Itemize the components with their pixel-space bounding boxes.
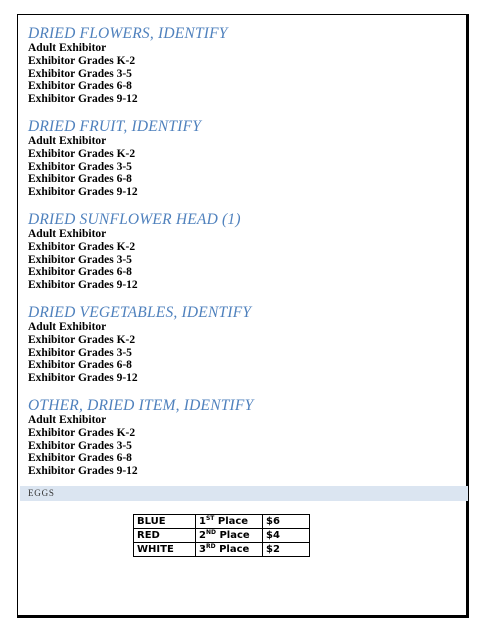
- place-suffix: RD: [205, 543, 216, 550]
- category-title: DRIED SUNFLOWER HEAD (1): [28, 210, 241, 228]
- place-number: 3: [199, 544, 206, 555]
- category-dried-vegetables: [28, 305, 468, 385]
- place-cell: [196, 543, 263, 557]
- category-title: DRIED VEGETABLES, IDENTIFY: [28, 303, 252, 321]
- prize-row: [134, 543, 310, 557]
- place-suffix: ST: [205, 515, 215, 522]
- category-title: DRIED FLOWERS, IDENTIFY: [28, 25, 228, 42]
- place-word: Place: [219, 530, 250, 541]
- class-item: Exhibitor Grades 3-5: [28, 67, 132, 80]
- place-number: 2: [199, 530, 206, 541]
- class-item: Exhibitor Grades K-2: [28, 54, 136, 67]
- category-list: [28, 26, 468, 491]
- class-item: Exhibitor Grades 6-8: [28, 359, 132, 372]
- place-word: Place: [219, 544, 250, 555]
- prize-row: [134, 515, 310, 529]
- section-header-eggs: EGGS: [20, 486, 468, 501]
- class-item: Exhibitor Grades 9-12: [28, 465, 138, 478]
- category-dried-flowers: [28, 26, 468, 106]
- class-item: Exhibitor Grades 6-8: [28, 80, 132, 93]
- amount-cell: $6: [263, 515, 310, 529]
- class-item: Adult Exhibitor: [28, 42, 107, 54]
- place-cell: [196, 515, 263, 529]
- category-dried-fruit: [28, 119, 468, 199]
- class-item: Exhibitor Grades 9-12: [28, 186, 138, 199]
- class-item: Exhibitor Grades K-2: [28, 240, 136, 253]
- class-item: Exhibitor Grades 6-8: [28, 173, 132, 186]
- class-item: Exhibitor Grades 9-12: [28, 372, 138, 385]
- class-item: Exhibitor Grades 3-5: [28, 160, 132, 173]
- class-item: Exhibitor Grades 9-12: [28, 279, 138, 292]
- class-item: Exhibitor Grades 6-8: [28, 452, 132, 465]
- class-item: Exhibitor Grades 3-5: [28, 439, 132, 452]
- ribbon-cell: BLUE: [134, 515, 196, 529]
- amount-cell: $4: [263, 529, 310, 543]
- place-number: 1: [199, 516, 206, 527]
- class-item: Exhibitor Grades 3-5: [28, 346, 132, 359]
- place-word: Place: [217, 516, 249, 527]
- prize-table: [133, 514, 310, 557]
- category-title: DRIED FRUIT, IDENTIFY: [28, 117, 202, 135]
- class-item: Exhibitor Grades K-2: [28, 333, 136, 346]
- class-item: Exhibitor Grades K-2: [28, 147, 136, 160]
- place-cell: [196, 529, 263, 543]
- ribbon-cell: WHITE: [134, 543, 196, 557]
- class-item: Adult Exhibitor: [28, 227, 107, 240]
- class-item: Adult Exhibitor: [28, 134, 107, 147]
- amount-cell: $2: [263, 543, 310, 557]
- category-dried-sunflower-head: [28, 212, 468, 292]
- class-item: Exhibitor Grades 9-12: [28, 93, 138, 106]
- class-item: Exhibitor Grades 6-8: [28, 266, 132, 279]
- prize-row: [134, 529, 310, 543]
- category-other-dried-item: [28, 398, 468, 478]
- class-item: Exhibitor Grades K-2: [28, 426, 136, 439]
- class-item: Adult Exhibitor: [28, 413, 107, 426]
- category-title: OTHER, DRIED ITEM, IDENTIFY: [28, 396, 254, 414]
- place-suffix: ND: [205, 529, 216, 536]
- ribbon-cell: RED: [134, 529, 196, 543]
- class-item: Exhibitor Grades 3-5: [28, 253, 132, 266]
- class-item: Adult Exhibitor: [28, 320, 107, 333]
